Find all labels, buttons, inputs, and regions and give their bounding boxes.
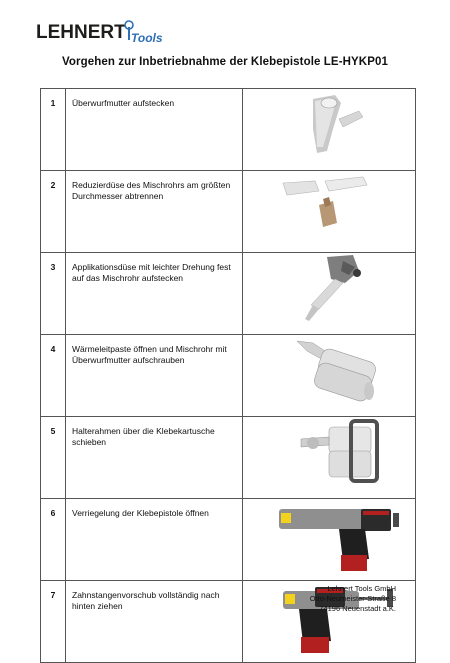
step-row: [41, 499, 416, 581]
step-image: [243, 335, 416, 417]
mixing-tube-and-nut-photo: [243, 89, 415, 161]
step-number: 7: [41, 581, 66, 663]
step-text: Halterahmen über die Klebekartusche schieben: [66, 417, 243, 499]
company-logo: [36, 18, 163, 46]
step-text: Applikationsdüse mit leichter Drehung fest auf das Mischrohr aufstecken: [66, 253, 243, 335]
step-number: 1: [41, 89, 66, 171]
step-row: [41, 417, 416, 499]
step-row: [41, 335, 416, 417]
step-text: Überwurfmutter aufstecken: [66, 89, 243, 171]
step-number: 6: [41, 499, 66, 581]
step-number: 4: [41, 335, 66, 417]
step-image: [243, 253, 416, 335]
logo-text-lehnert: LEHNERT: [36, 22, 126, 43]
company-name: Lehnert Tools GmbH: [327, 584, 396, 593]
step-text: Zahnstangenvorschub vollständig nach hinten ziehen: [66, 581, 243, 663]
glue-gun-unlock-photo: [243, 499, 415, 571]
step-text: Reduzierdüse des Mischrohrs am größten Durchmesser abtrennen: [66, 171, 243, 253]
steps-table: [40, 88, 416, 663]
step-text: Verriegelung der Klebepistole öffnen: [66, 499, 243, 581]
nozzle-attach-photo: [243, 253, 415, 325]
company-city: 74196 Neuenstadt a.K.: [319, 604, 396, 613]
company-address: [310, 584, 396, 614]
step-row: [41, 253, 416, 335]
step-number: 3: [41, 253, 66, 335]
step-image: [243, 417, 416, 499]
cartridge-with-tube-photo: [243, 335, 415, 407]
step-image: [243, 89, 416, 171]
mixing-tube-cut-photo: [243, 171, 415, 243]
step-number: 5: [41, 417, 66, 499]
step-text: Wärmeleitpaste öffnen und Mischrohr mit Überwurfmutter aufschrauben: [66, 335, 243, 417]
company-street: Otto-Neumeister-Straße 8: [309, 594, 396, 603]
cartridge-in-frame-photo: [243, 417, 415, 489]
step-number: 2: [41, 171, 66, 253]
page-title: Vorgehen zur Inbetriebnahme der Klebepistole LE-HYKP01: [62, 56, 388, 68]
step-image: [243, 171, 416, 253]
logo-text-tools: Tools: [131, 31, 163, 45]
step-row: [41, 171, 416, 253]
step-row: [41, 89, 416, 171]
step-image: [243, 499, 416, 581]
